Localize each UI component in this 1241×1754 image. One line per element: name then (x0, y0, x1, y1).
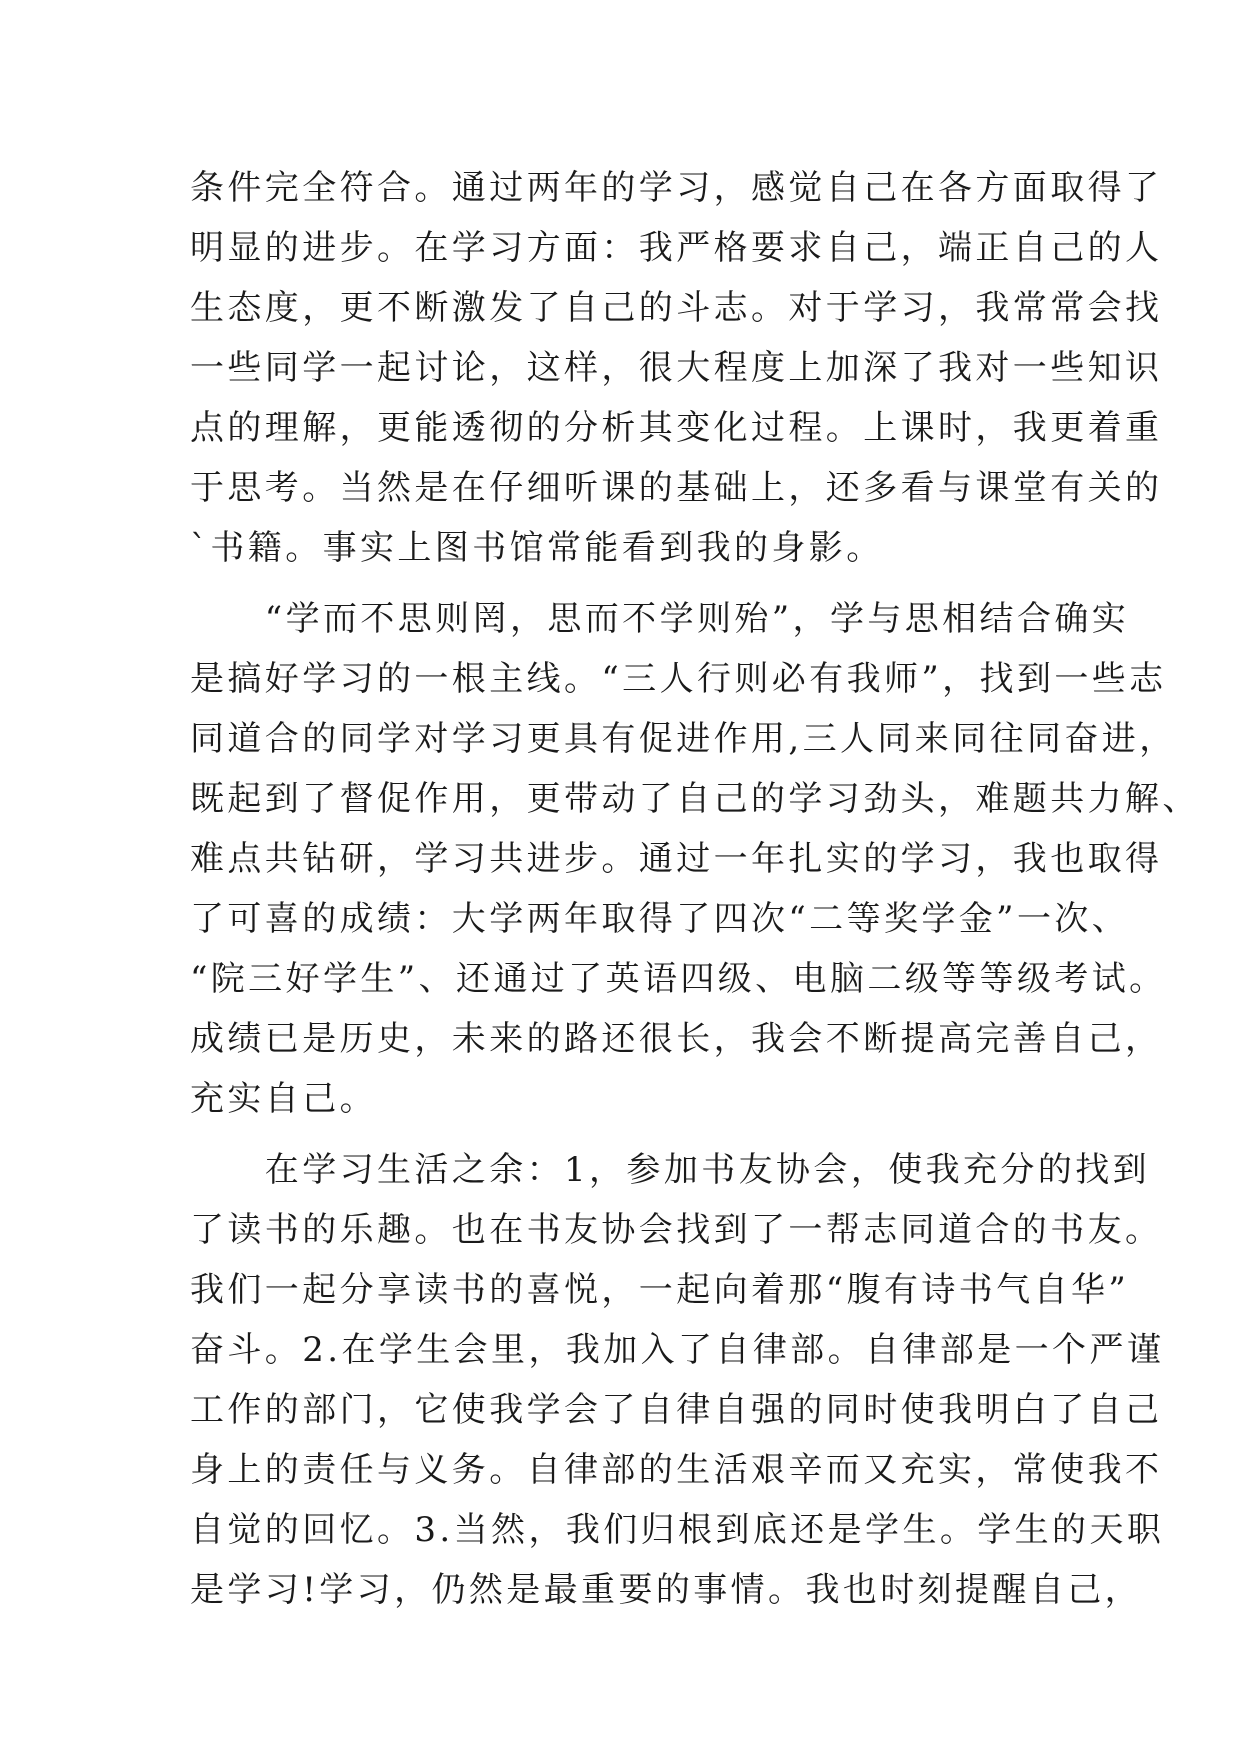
text-line: 一些同学一起讨论，这样，很大程度上加深了我对一些知识 (190, 348, 1163, 388)
text-line: 身上的责任与义务。自律部的生活艰辛而又充实，常使我不 (190, 1450, 1163, 1490)
paragraph-1 (190, 158, 1163, 578)
text-line: 生态度，更不断激发了自己的斗志。对于学习，我常常会找 (190, 288, 1163, 328)
document-body (190, 158, 1200, 1620)
paragraph-2 (190, 589, 1200, 1129)
text-line: 奋斗。2.在学生会里，我加入了自律部。自律部是一个严谨 (190, 1330, 1165, 1370)
text-line: 自觉的回忆。3.当然，我们归根到底还是学生。学生的天职 (190, 1510, 1165, 1550)
text-line: 工作的部门，它使我学会了自律自强的同时使我明白了自己 (190, 1390, 1163, 1430)
text-line: 是学习!学习，仍然是最重要的事情。我也时刻提醒自己， (190, 1570, 1143, 1610)
text-line: 条件完全符合。通过两年的学习，感觉自己在各方面取得了 (190, 168, 1163, 208)
text-line: 既起到了督促作用，更带动了自己的学习劲头，难题共力解、 (190, 779, 1200, 819)
paragraph-gap (190, 578, 1070, 589)
text-line: 明显的进步。在学习方面：我严格要求自己，端正自己的人 (190, 228, 1163, 268)
text-line: “学而不思则罔，思而不学则殆”，学与思相结合确实 (190, 599, 1130, 639)
text-line: 充实自己。 (190, 1079, 377, 1119)
text-line: 了读书的乐趣。也在书友协会找到了一帮志同道合的书友。 (190, 1210, 1163, 1250)
text-line: 成绩已是历史，未来的路还很长，我会不断提高完善自己， (190, 1019, 1163, 1059)
text-line: 难点共钻研，学习共进步。通过一年扎实的学习，我也取得 (190, 839, 1163, 879)
paragraph-gap (190, 1129, 1070, 1140)
text-line: “院三好学生”、还通过了英语四级、电脑二级等等级考试。 (190, 959, 1167, 999)
paragraph-3 (190, 1140, 1165, 1620)
text-line: 点的理解，更能透彻的分析其变化过程。上课时，我更着重 (190, 408, 1163, 448)
text-line: 在学习生活之余：1，参加书友协会，使我充分的找到 (190, 1150, 1151, 1190)
text-line: 于思考。当然是在仔细听课的基础上，还多看与课堂有关的 (190, 468, 1163, 508)
text-line: 同道合的同学对学习更具有促进作用,三人同来同往同奋进， (190, 719, 1177, 759)
text-line: 是搞好学习的一根主线。“三人行则必有我师”，找到一些志 (190, 659, 1167, 699)
text-line: 我们一起分享读书的喜悦，一起向着那“腹有诗书气自华” (190, 1270, 1130, 1310)
text-line: `书籍。事实上图书馆常能看到我的身影。 (190, 528, 884, 568)
text-line: 了可喜的成绩：大学两年取得了四次“二等奖学金”一次、 (190, 899, 1130, 939)
